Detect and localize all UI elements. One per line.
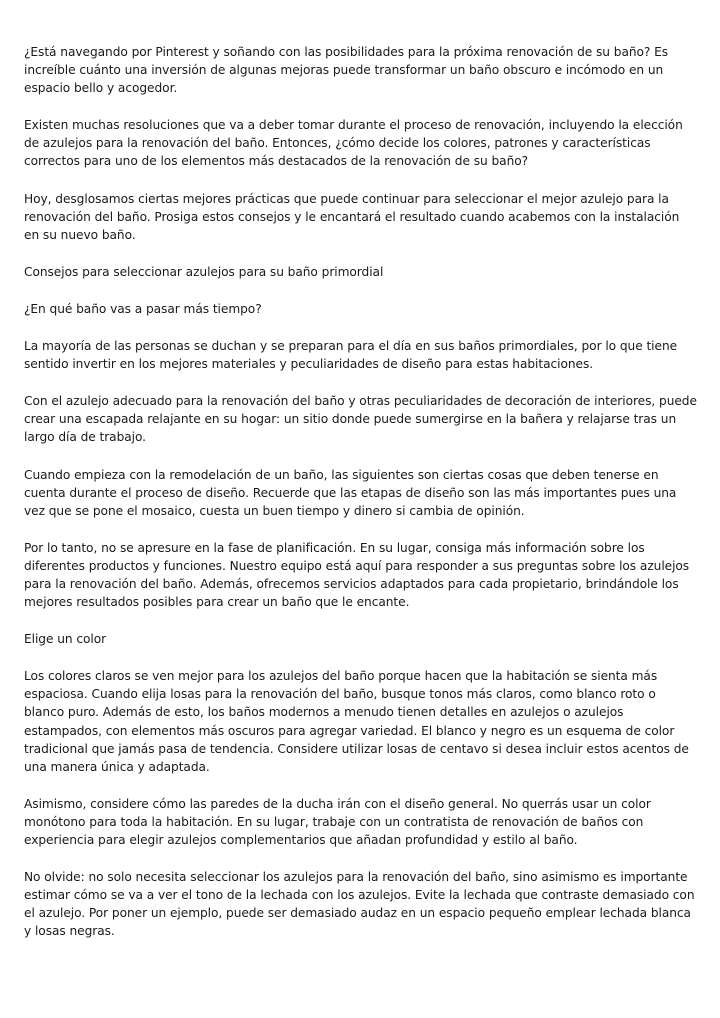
paragraph-planning: Por lo tanto, no se apresure en la fase de planificación. En su lugar, consiga más información sobre los diferentes productos y funciones. Nuestro equipo está aquí para responder a sus preguntas sobre los azulejos para la renovación del baño. Además, ofrecemos servicios adaptados para cada propietario, brindándole los mejores resultados posibles para crear un baño que le encante. (24, 540, 690, 610)
document-body (24, 43, 698, 959)
section-heading-color: Elige un color (24, 632, 107, 647)
paragraph-remodel-considerations: Cuando empieza con la remodelación de un baño, las siguientes son ciertas cosas que deben tenerse en cuenta durante el proceso de diseño. Recuerde que las etapas de diseño son las más importantes pues una vez que se pone el mosaico, cuesta un buen tiempo y dinero si cambia de opinión. (24, 467, 677, 518)
paragraph-intro: ¿Está navegando por Pinterest y soñando con las posibilidades para la próxima renovación de su baño? Es increíble cuánto una inversión de algunas mejoras puede transformar un baño obscuro e incómodo en un espacio bello y acogedor. (24, 45, 669, 96)
paragraph-best-practices: Hoy, desglosamos ciertas mejores prácticas que puede continuar para seleccionar el mejor azulejo para la renovación del baño. Prosiga estos consejos y le encantará el resultado cuando acabemos con la instalación en su nuevo baño. (24, 191, 680, 242)
paragraph-decisions: Existen muchas resoluciones que va a deber tomar durante el proceso de renovación, incluyendo la elección de azulejos para la renovación del baño. Entonces, ¿cómo decide los colores, patrones y características correctos para uno de los elementos más destacados de la renovación de su baño? (24, 118, 683, 169)
paragraph-relaxing-escape: Con el azulejo adecuado para la renovación del baño y otras peculiaridades de decoración de interiores, puede crear una escapada relajante en su hogar: un sitio donde puede sumergirse en la bañera y relajarse tras un largo día de trabajo. (24, 394, 697, 445)
paragraph-primary-bathroom: La mayoría de las personas se duchan y se preparan para el día en sus baños primordiales, por lo que tiene sentido invertir en los mejores materiales y peculiaridades de diseño para estas habitaciones. (24, 339, 678, 372)
paragraph-light-colors: Los colores claros se ven mejor para los azulejos del baño porque hacen que la habitación se sienta más espaciosa. Cuando elija losas para la renovación del baño, busque tonos más claros, como blanco roto o blanco puro. Además de esto, los baños modernos a menudo tienen detalles en azulejos o azulejos estampados, con elementos más oscuros para agregar variedad. El blanco y negro es un esquema de color tradicional que jamás pasa de tendencia. Considere utilizar losas de centavo si desea incluir estos acentos de una manera única y adaptada. (24, 669, 689, 774)
section-heading-which-bathroom: ¿En qué baño vas a pasar más tiempo? (24, 301, 262, 316)
section-heading-tips: Consejos para seleccionar azulejos para su baño primordial (24, 264, 384, 279)
paragraph-shower-walls: Asimismo, considere cómo las paredes de la ducha irán con el diseño general. No querrás usar un color monótono para toda la habitación. En su lugar, trabaje con un contratista de renovación de baños con experiencia para elegir azulejos complementarios que añadan profundidad y estilo al baño. (24, 796, 651, 847)
paragraph-grout: No olvide: no solo necesita seleccionar los azulejos para la renovación del baño, sino asimismo es importante estimar cómo se va a ver el tono de la lechada con los azulejos. Evite la lechada que contraste demasiado con el azulejo. Por poner un ejemplo, puede ser demasiado audaz en un espacio pequeño emplear lechada blanca y losas negras. (24, 870, 695, 939)
